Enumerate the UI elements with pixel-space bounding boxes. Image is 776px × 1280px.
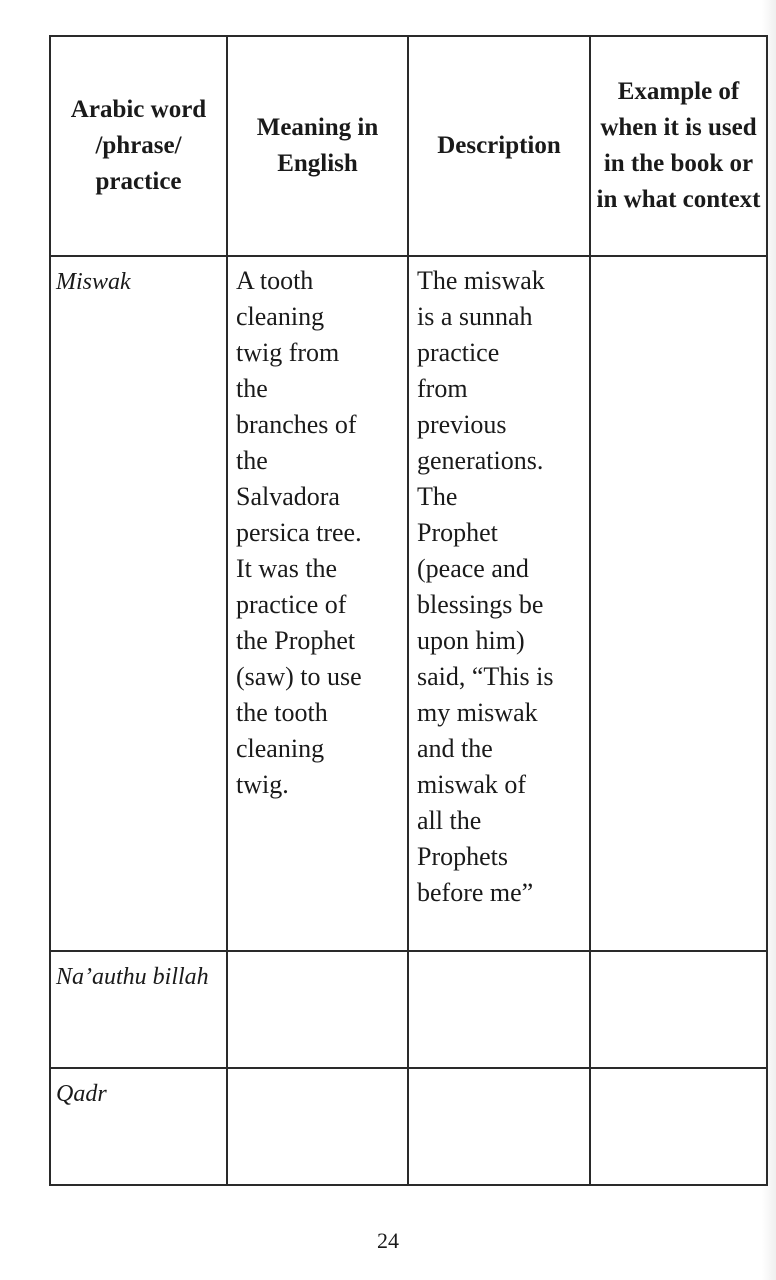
description-cell (408, 256, 590, 951)
meaning-cell (227, 256, 408, 951)
description-cell (408, 951, 590, 1068)
description-text (409, 1069, 589, 1075)
meaning-text (228, 952, 407, 958)
table-row (50, 1068, 767, 1185)
header-meaning: Meaning in English (227, 36, 408, 256)
term-text: Na’authu billah (56, 964, 209, 990)
table-header-row (50, 36, 767, 256)
term-cell (50, 1068, 227, 1185)
example-text (591, 952, 766, 958)
term-text: Qadr (56, 1081, 107, 1107)
term-text: Miswak (56, 269, 131, 295)
page-number: 24 (377, 1228, 399, 1253)
example-text (591, 257, 766, 263)
description-text (409, 952, 589, 958)
meaning-text: A tooth cleaning twig from the branches of the Salvadora persica tree. It was the practice of the Prophet (saw) to use the tooth cleaning twig. (236, 266, 362, 799)
header-example: Example of when it is used in the book or in what context (590, 36, 767, 256)
term-cell (50, 951, 227, 1068)
header-arabic-word: Arabic word /phrase/ practice (50, 36, 227, 256)
header-description: Description (408, 36, 590, 256)
meaning-text (228, 1069, 407, 1075)
example-text (591, 1069, 766, 1075)
meaning-cell (227, 1068, 408, 1185)
term-cell (50, 256, 227, 951)
example-cell (590, 256, 767, 951)
table-row (50, 951, 767, 1068)
example-cell (590, 951, 767, 1068)
description-cell (408, 1068, 590, 1185)
example-cell (590, 1068, 767, 1185)
meaning-cell (227, 951, 408, 1068)
table-row (50, 256, 767, 951)
description-text: The miswak is a sunnah practice from previous generations. The Prophet (peace and blessings be upon him) said, “This is my miswak and the miswak of all the Prophets before me” (417, 266, 554, 907)
glossary-table (49, 35, 768, 1186)
